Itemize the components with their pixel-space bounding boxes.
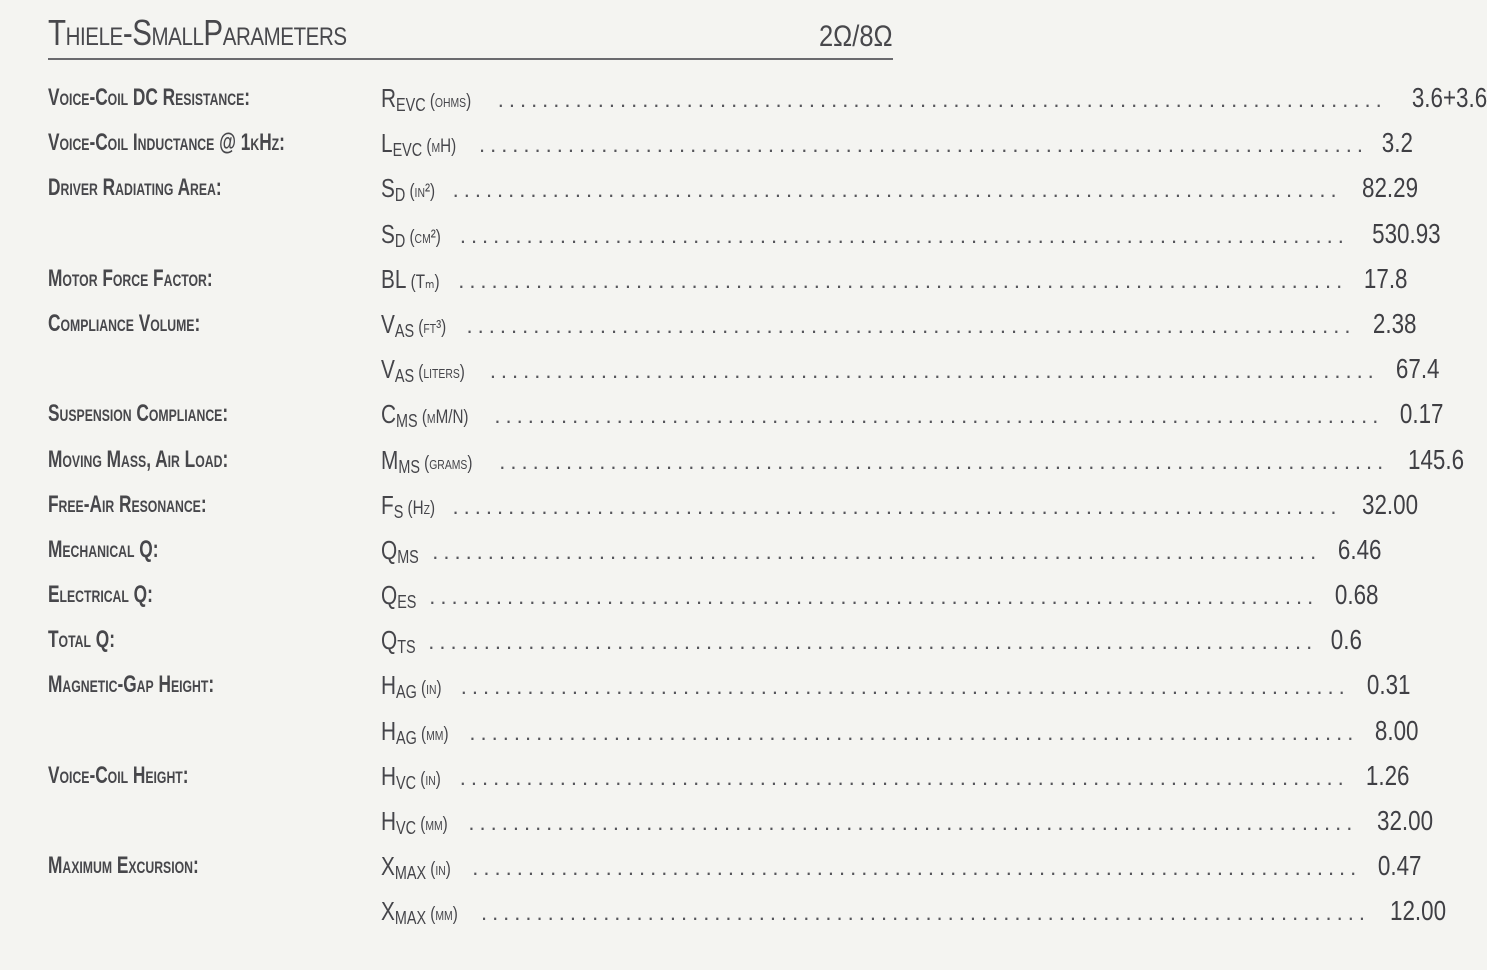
- dot-leader: ................................................................................: [452, 177, 1342, 203]
- parameter-entry: [381, 533, 1382, 567]
- parameter-label: Maximum Excursion:: [48, 852, 199, 880]
- dot-leader: ................................................................................: [497, 87, 1387, 112]
- parameter-value: 0.68: [1335, 579, 1379, 611]
- dot-leader: ................................................................................: [459, 764, 1349, 790]
- parameter-entry: [381, 850, 1422, 884]
- symbol-main: Q: [381, 534, 398, 565]
- parameter-unit: (cm²): [405, 226, 441, 248]
- parameter-row: [48, 532, 1382, 577]
- parameter-unit: (grams): [419, 452, 473, 474]
- symbol-main: H: [381, 670, 397, 701]
- dot-leader: ................................................................................: [480, 900, 1370, 926]
- dot-leader: ................................................................................: [459, 222, 1349, 248]
- parameter-unit: (liters): [414, 362, 465, 384]
- parameter-row: [48, 713, 1419, 758]
- symbol-subscript: MS: [396, 411, 418, 432]
- parameter-value: 0.31: [1366, 669, 1411, 701]
- parameter-value: 32.00: [1377, 805, 1434, 836]
- parameter-entry: [381, 488, 1418, 522]
- symbol-subscript: VC: [396, 772, 417, 793]
- parameter-entry: [381, 127, 1413, 161]
- symbol-subscript: AS: [394, 320, 415, 341]
- parameter-entry: [381, 262, 1408, 295]
- parameter-entry: [381, 759, 1410, 793]
- parameter-symbol: [381, 851, 451, 882]
- parameter-value: 32.00: [1361, 488, 1418, 520]
- parameter-value: 67.4: [1395, 353, 1440, 385]
- parameter-unit: (mm): [426, 904, 458, 926]
- symbol-main: C: [381, 399, 397, 430]
- parameter-row: [48, 261, 1408, 306]
- parameter-label: Voice-Coil Inductance @ 1kHz:: [48, 129, 285, 157]
- parameter-entry: [381, 669, 1411, 703]
- parameter-entry: [381, 172, 1418, 206]
- symbol-main: S: [381, 218, 395, 249]
- parameter-row: [48, 216, 1441, 261]
- parameter-unit: (in): [416, 768, 441, 790]
- dot-leader: ................................................................................: [466, 312, 1356, 338]
- parameter-symbol: [381, 670, 442, 701]
- dot-leader: ................................................................................: [489, 358, 1379, 384]
- parameter-symbol: [381, 128, 456, 159]
- dot-leader: ................................................................................: [432, 538, 1322, 564]
- parameter-row: [48, 893, 1447, 938]
- parameter-row: [48, 667, 1411, 712]
- parameter-value: 0.17: [1400, 398, 1444, 430]
- symbol-subscript: MS: [398, 456, 420, 477]
- symbol-main: H: [381, 715, 397, 746]
- parameter-row: [48, 80, 1487, 125]
- symbol-main: F: [381, 489, 394, 520]
- parameter-symbol: [381, 399, 469, 430]
- parameter-row: [48, 758, 1410, 803]
- parameter-row: [48, 622, 1363, 667]
- parameter-value: 0.6: [1331, 624, 1363, 656]
- parameter-value: 2.38: [1372, 307, 1416, 339]
- symbol-subscript: AG: [396, 727, 417, 748]
- parameter-symbol: [381, 354, 465, 385]
- parameter-label: Motor Force Factor:: [48, 264, 213, 292]
- parameter-symbol: [381, 896, 458, 927]
- symbol-main: X: [381, 896, 395, 927]
- dot-leader: ................................................................................: [468, 810, 1358, 835]
- symbol-main: R: [381, 83, 397, 113]
- parameter-symbol: [381, 716, 449, 747]
- parameter-list: [48, 80, 1487, 939]
- symbol-main: V: [381, 308, 395, 339]
- symbol-main: H: [381, 760, 397, 791]
- symbol-main: H: [381, 806, 397, 836]
- parameter-value: 3.6+3.6: [1411, 82, 1487, 113]
- parameter-value: 82.29: [1361, 172, 1418, 204]
- parameter-label: Magnetic-Gap Height:: [48, 671, 215, 699]
- parameter-entry: [381, 217, 1441, 251]
- parameter-entry: [381, 805, 1434, 838]
- symbol-subscript: VC: [396, 818, 417, 838]
- parameter-value: 3.2: [1381, 127, 1413, 159]
- parameter-unit: (mm): [416, 723, 449, 745]
- parameter-label: Voice-Coil Height:: [48, 761, 189, 789]
- dot-leader: ................................................................................: [429, 584, 1319, 610]
- dot-leader: ................................................................................: [478, 132, 1368, 158]
- parameter-label: Compliance Volume:: [48, 309, 201, 337]
- dot-leader: ................................................................................: [494, 403, 1384, 429]
- parameter-entry: [381, 624, 1363, 658]
- parameter-entry: [381, 895, 1447, 929]
- parameter-symbol: [381, 219, 441, 250]
- parameter-row: [48, 351, 1440, 396]
- parameter-row: [48, 396, 1444, 441]
- symbol-subscript: S: [393, 501, 404, 522]
- parameter-entry: [381, 398, 1444, 432]
- symbol-subscript: D: [394, 185, 406, 206]
- parameter-row: [48, 170, 1418, 215]
- parameter-value: 6.46: [1338, 533, 1382, 565]
- impedance-rating: 2Ω/8Ω: [819, 20, 893, 53]
- parameter-unit: (mm): [416, 814, 448, 835]
- parameter-value: 17.8: [1364, 262, 1408, 294]
- symbol-main: Q: [381, 580, 398, 611]
- parameter-value: 145.6: [1408, 443, 1465, 475]
- parameter-row: [48, 487, 1418, 532]
- parameter-symbol: [381, 264, 440, 295]
- parameter-symbol: [381, 761, 441, 792]
- symbol-main: M: [381, 444, 399, 475]
- symbol-main: Q: [381, 625, 398, 656]
- parameter-value: 530.93: [1371, 217, 1441, 249]
- symbol-main: S: [381, 173, 395, 204]
- parameter-unit: (in): [426, 859, 451, 881]
- dot-leader: ................................................................................: [458, 267, 1348, 293]
- header: [48, 14, 893, 60]
- dot-leader: ................................................................................: [472, 855, 1362, 881]
- parameter-label: Total Q:: [48, 626, 115, 654]
- symbol-subscript: ES: [397, 592, 417, 613]
- parameter-label: Free-Air Resonance:: [48, 490, 207, 518]
- parameter-label: Voice-Coil DC Resistance:: [48, 84, 251, 111]
- page-title: Thiele-SmallParameters: [48, 12, 347, 53]
- parameter-unit: (in): [416, 678, 442, 700]
- symbol-main: BL: [381, 263, 407, 294]
- parameter-symbol: [381, 309, 446, 340]
- parameter-entry: [381, 307, 1416, 341]
- parameter-value: 12.00: [1389, 895, 1447, 927]
- parameter-symbol: [381, 625, 416, 656]
- symbol-subscript: AS: [394, 366, 415, 387]
- dot-leader: ................................................................................: [460, 674, 1350, 700]
- parameter-unit: (mH): [422, 136, 457, 158]
- parameter-unit: (μM/N): [417, 407, 469, 429]
- parameter-entry: [381, 82, 1487, 115]
- parameter-row: [48, 442, 1465, 487]
- dot-leader: ................................................................................: [452, 493, 1342, 519]
- symbol-subscript: TS: [397, 637, 416, 658]
- parameter-entry: [381, 443, 1465, 477]
- symbol-subscript: MS: [397, 546, 419, 567]
- symbol-subscript: MAX: [394, 863, 427, 884]
- parameter-entry: [381, 353, 1440, 387]
- dot-leader: ................................................................................: [499, 448, 1389, 474]
- parameter-row: [48, 803, 1434, 848]
- dot-leader: ................................................................................: [428, 629, 1318, 655]
- symbol-main: L: [381, 128, 393, 159]
- parameter-symbol: [381, 806, 448, 837]
- parameter-symbol: [381, 535, 419, 566]
- parameter-symbol: [381, 445, 472, 476]
- parameter-value: 8.00: [1375, 714, 1419, 746]
- parameter-label: Mechanical Q:: [48, 535, 159, 563]
- symbol-subscript: MAX: [394, 908, 427, 929]
- parameter-unit: (ohms): [425, 91, 472, 112]
- symbol-main: X: [381, 851, 395, 882]
- parameter-value: 1.26: [1365, 759, 1410, 791]
- symbol-subscript: AG: [396, 682, 417, 703]
- parameter-row: [48, 306, 1416, 351]
- parameter-symbol: [381, 83, 471, 114]
- parameter-entry: [381, 714, 1419, 748]
- dot-leader: ................................................................................: [469, 719, 1359, 745]
- parameter-unit: (Hz): [403, 497, 436, 519]
- parameter-label: Electrical Q:: [48, 581, 153, 609]
- symbol-subscript: EVC: [396, 95, 426, 115]
- parameter-label: Moving Mass, Air Load:: [48, 445, 229, 473]
- parameter-value: 0.47: [1378, 850, 1422, 882]
- symbol-main: V: [381, 354, 395, 385]
- parameter-label: Driver Radiating Area:: [48, 174, 222, 202]
- parameter-symbol: [381, 173, 435, 204]
- parameter-symbol: [381, 580, 416, 611]
- parameter-row: [48, 577, 1379, 622]
- symbol-subscript: EVC: [392, 140, 423, 161]
- parameter-unit: (in²): [405, 181, 436, 203]
- parameter-unit: (Tₘ): [406, 271, 440, 293]
- parameter-unit: (ft³): [414, 316, 447, 338]
- parameter-label: Suspension Compliance:: [48, 400, 229, 428]
- parameter-entry: [381, 579, 1379, 613]
- parameter-row: [48, 848, 1422, 893]
- parameter-symbol: [381, 490, 435, 521]
- parameter-row: [48, 125, 1413, 170]
- symbol-subscript: D: [394, 230, 406, 251]
